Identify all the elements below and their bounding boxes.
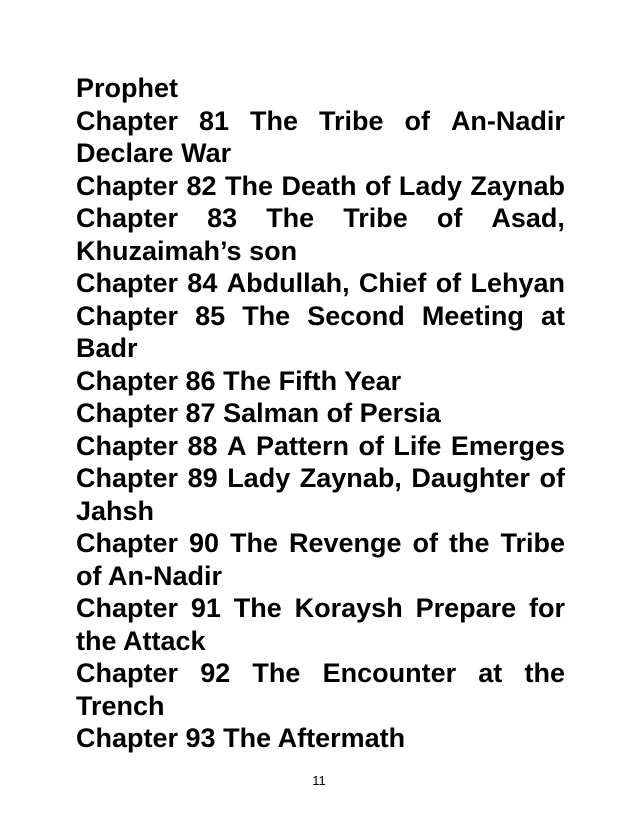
toc-line — [76, 300, 565, 333]
toc-word: of — [404, 105, 430, 136]
toc-word: Zaynab, — [299, 463, 402, 493]
toc-word: of — [436, 203, 463, 233]
toc-word: The — [230, 528, 279, 558]
toc-line — [76, 137, 565, 170]
toc-word: of — [364, 170, 391, 201]
toc-word: Tribe — [343, 203, 408, 233]
toc-word: Chapter — [76, 268, 179, 298]
toc-word: the — [524, 658, 565, 688]
toc-word: Chief — [358, 268, 427, 298]
toc-word: Chapter — [76, 203, 179, 233]
toc-word: Badr — [76, 333, 138, 363]
toc-word: Lady — [398, 170, 462, 201]
toc-word: Chapter — [76, 593, 179, 623]
toc-word: Chapter — [76, 398, 179, 428]
toc-word: the — [76, 625, 117, 656]
toc-line — [76, 592, 565, 625]
toc-word: of — [76, 560, 102, 591]
toc-word: Aftermath — [277, 723, 406, 753]
toc-word: 82 — [186, 170, 217, 201]
toc-line — [76, 170, 565, 203]
toc-word: 87 — [185, 398, 216, 428]
toc-word: Jahsh — [76, 495, 155, 526]
toc-word: Chapter — [76, 528, 179, 558]
toc-line — [76, 495, 565, 528]
toc-word: Chapter — [76, 463, 179, 493]
toc-word: Prophet — [76, 73, 179, 103]
toc-word: of — [539, 463, 565, 493]
toc-word: 86 — [185, 365, 216, 396]
toc-word: Chapter — [76, 723, 179, 753]
toc-word: of — [412, 528, 438, 558]
toc-line — [76, 72, 565, 105]
toc-word: Lady — [227, 463, 291, 493]
toc-word: of — [435, 268, 462, 298]
table-of-contents — [76, 72, 565, 755]
toc-word: Zaynab — [470, 170, 565, 201]
toc-word: Daughter — [411, 463, 530, 493]
toc-word: Death — [281, 170, 357, 201]
toc-word: The — [242, 300, 291, 331]
toc-word: An-Nadir — [450, 105, 565, 136]
toc-word: The — [250, 105, 299, 136]
toc-word: 88 — [187, 430, 218, 461]
toc-word: Tribe — [500, 528, 565, 558]
toc-word: Chapter — [76, 365, 179, 396]
toc-word: the — [448, 528, 490, 558]
toc-word: The — [233, 593, 282, 623]
toc-line — [76, 527, 565, 560]
toc-line — [76, 397, 565, 430]
toc-word: son — [249, 235, 298, 266]
toc-word: The — [225, 170, 274, 201]
toc-line — [76, 235, 565, 268]
toc-word: Koraysh — [294, 593, 403, 623]
toc-word: Second — [307, 300, 405, 331]
toc-word: Tribe — [318, 105, 384, 136]
toc-word: War — [181, 138, 232, 168]
toc-word: 84 — [187, 268, 218, 298]
toc-line — [76, 690, 565, 723]
toc-word: Khuzaimah’s — [76, 235, 242, 266]
toc-word: 89 — [187, 463, 218, 493]
toc-word: Revenge — [288, 528, 402, 558]
toc-line — [76, 462, 565, 495]
toc-word: Prepare — [415, 593, 517, 623]
toc-word: Asad, — [491, 203, 565, 233]
toc-word: Chapter — [76, 430, 179, 461]
toc-word: at — [478, 658, 503, 688]
toc-word: for — [529, 593, 565, 623]
toc-word: Salman — [223, 398, 320, 428]
toc-word: Lehyan — [470, 268, 565, 298]
toc-word: Life — [393, 430, 442, 461]
toc-line — [76, 560, 565, 593]
toc-word: of — [358, 430, 384, 461]
toc-word: Chapter — [76, 170, 179, 201]
toc-line — [76, 625, 565, 658]
toc-word: of — [326, 398, 353, 428]
toc-word: Declare — [76, 138, 174, 168]
toc-word: Persia — [359, 398, 441, 428]
toc-word: Attack — [123, 625, 206, 656]
toc-word: Chapter — [76, 658, 179, 688]
toc-word: Emerges — [450, 430, 565, 461]
toc-word: at — [540, 300, 565, 331]
toc-word: The — [252, 658, 301, 688]
toc-word: 81 — [198, 105, 230, 136]
toc-word: 90 — [188, 528, 220, 558]
toc-word: Fifth — [278, 365, 338, 396]
toc-line — [76, 365, 565, 398]
toc-word: An-Nadir — [107, 560, 222, 591]
toc-word: 83 — [207, 203, 238, 233]
toc-word: The — [266, 203, 315, 233]
toc-word: The — [223, 365, 272, 396]
toc-line — [76, 722, 565, 755]
toc-word: The — [223, 723, 272, 753]
toc-word: Trench — [76, 690, 165, 721]
toc-word: Encounter — [322, 658, 457, 688]
toc-line — [76, 430, 565, 463]
page-number: 11 — [312, 773, 326, 788]
toc-word: 85 — [195, 300, 226, 331]
toc-word: 93 — [185, 723, 216, 753]
toc-line — [76, 332, 565, 365]
toc-word: Chapter — [76, 300, 179, 331]
toc-line — [76, 105, 565, 138]
toc-word: Meeting — [421, 300, 524, 331]
toc-word: Abdullah, — [226, 268, 350, 298]
toc-line — [76, 657, 565, 690]
toc-word: A — [227, 430, 247, 461]
toc-word: 92 — [200, 658, 231, 688]
toc-line — [76, 267, 565, 300]
toc-word: 91 — [190, 593, 221, 623]
toc-word: Year — [344, 365, 402, 396]
toc-line — [76, 202, 565, 235]
toc-word: Chapter — [76, 105, 179, 136]
toc-word: Pattern — [255, 430, 349, 461]
